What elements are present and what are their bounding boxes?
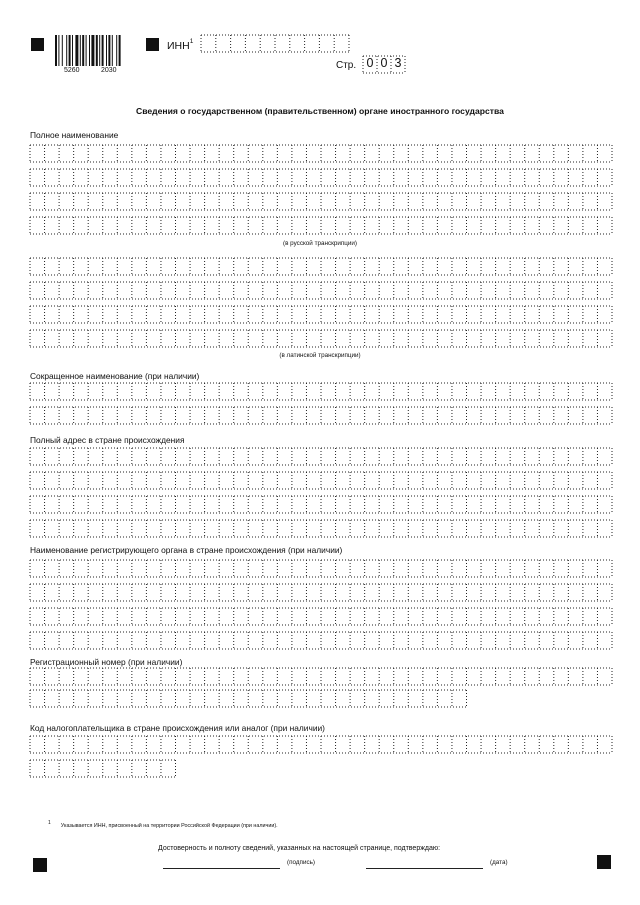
full-name-russian-row[interactable] xyxy=(30,169,612,186)
taxpayer-code-heading: Код налогоплательщика в стране происхождения или аналог (при наличии) xyxy=(30,723,325,733)
page-label: Стр. xyxy=(336,60,357,71)
page-number-cells[interactable] xyxy=(363,56,405,73)
date-label: (дата) xyxy=(490,859,508,866)
registering-body-row[interactable] xyxy=(30,584,612,601)
latin-transcription-caption: (в латинской транскрипции) xyxy=(279,352,361,359)
full-name-heading: Полное наименование xyxy=(30,130,119,140)
signature-line[interactable] xyxy=(163,868,280,869)
barcode-number-left: 5260 xyxy=(64,67,80,74)
address-row[interactable] xyxy=(30,448,612,465)
registration-number-heading: Регистрационный номер (при наличии) xyxy=(30,657,183,667)
form-title: Сведения о государственном (правительственном) органе иностранного государства xyxy=(136,106,504,116)
taxpayer-code-row[interactable] xyxy=(30,736,612,753)
registering-body-row[interactable] xyxy=(30,560,612,577)
short-name-row[interactable] xyxy=(30,407,612,424)
full-name-russian-row[interactable] xyxy=(30,145,612,162)
registration-number-row[interactable] xyxy=(30,668,612,685)
full-name-russian-row[interactable] xyxy=(30,217,612,234)
barcode-number-right: 2030 xyxy=(101,67,117,74)
footnote-mark: 1 xyxy=(48,820,51,826)
date-line[interactable] xyxy=(366,868,483,869)
inn-label: ИНН$^1$ xyxy=(167,38,194,52)
inn-footnote-mark: 1 xyxy=(189,38,194,45)
full-name-latin-row[interactable] xyxy=(30,282,612,299)
footnote-text: Указывается ИНН, присвоенный на территории Российской Федерации (при наличии). xyxy=(60,822,278,829)
page-digit-1: 0 xyxy=(366,56,374,70)
registration-number-row[interactable] xyxy=(30,690,467,707)
full-name-latin-row[interactable] xyxy=(30,306,612,323)
page-digit-3: 3 xyxy=(394,56,402,70)
russian-transcription-caption: (в русской транскрипции) xyxy=(282,240,358,247)
full-name-latin-row[interactable] xyxy=(30,258,612,275)
address-row[interactable] xyxy=(30,472,612,489)
short-name-heading: Сокращенное наименование (при наличии) xyxy=(30,371,200,381)
full-name-russian-row[interactable] xyxy=(30,193,612,210)
confirmation-text: Достоверность и полноту сведений, указанных на настоящей странице, подтверждаю: xyxy=(158,845,441,852)
taxpayer-code-row[interactable] xyxy=(30,760,176,777)
page-digit-2: 0 xyxy=(380,56,388,70)
registering-body-row[interactable] xyxy=(30,632,612,649)
address-row[interactable] xyxy=(30,520,612,537)
registering-body-row[interactable] xyxy=(30,608,612,625)
address-heading: Полный адрес в стране происхождения xyxy=(30,435,185,445)
inn-cells[interactable] xyxy=(201,35,349,52)
footnote xyxy=(48,820,278,829)
registering-body-heading: Наименование регистрирующего органа в стране происхождения (при наличии) xyxy=(30,545,343,555)
signature-label: (подпись) xyxy=(287,859,315,866)
full-name-latin-row[interactable] xyxy=(30,330,612,347)
address-row[interactable] xyxy=(30,496,612,513)
short-name-row[interactable] xyxy=(30,383,612,400)
